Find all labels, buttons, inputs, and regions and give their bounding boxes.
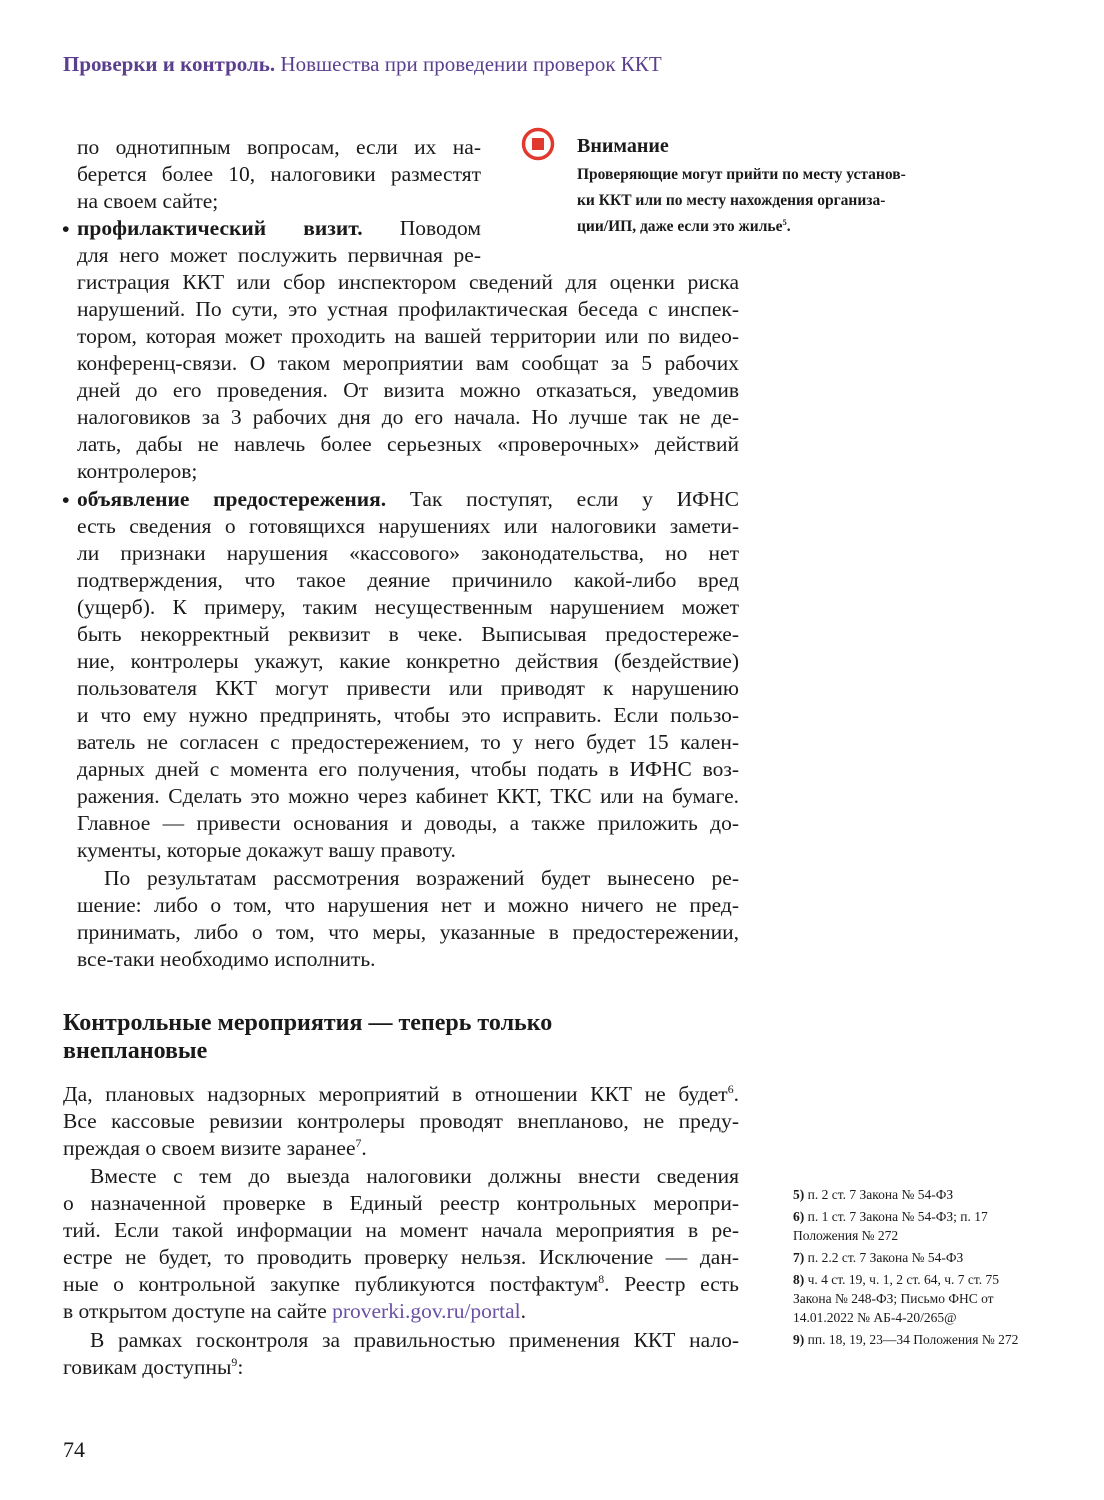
text-line: преждая о своем визите заранее$^7$. (63, 1135, 367, 1160)
footnote-ref: 8 (598, 1271, 605, 1286)
footnote-ref: 6 (727, 1081, 734, 1096)
text-line: на своем сайте; (77, 189, 219, 213)
callout-line: Проверяющие могут прийти по месту установ- (577, 166, 906, 183)
text-line: быть некорректный реквизит в чеке. Выписывая предостереже- (77, 622, 739, 646)
footnote: 5) п. 2 ст. 7 Закона № 54-ФЗ (793, 1187, 954, 1202)
text-line: налоговиков за 3 рабочих дня до его начала. Но лучше так не де- (77, 405, 739, 429)
footnote: 8) ч. 4 ст. 19, ч. 1, 2 ст. 64, ч. 7 ст. 75 Закона № 248-ФЗ; Письмо ФНС от 14.01.2022 № АБ-4-20/265@ (793, 1272, 999, 1325)
running-head (63, 52, 662, 77)
text-line: берется более 10, налоговики разместят (77, 162, 481, 186)
registry-link[interactable]: proverki.gov.ru/portal (332, 1299, 521, 1323)
text-line: В рамках госконтроля за правильностью применения ККТ нало- (90, 1328, 739, 1352)
text-line: говикам доступны$^9$: (63, 1354, 244, 1379)
list-item: профилактический визит. Поводом (77, 216, 481, 240)
text-line: принимать, либо о том, что меры, указанные в предостережении, (77, 920, 739, 944)
stop-warning-icon (521, 127, 555, 161)
section-heading: Контрольные мероприятия — теперь только (63, 1010, 553, 1036)
text-line: подтверждения, что такое деяние причинило какой-либо вред (77, 568, 739, 592)
text-line: в открытом доступе на сайте proverki.gov.ru/portal. (63, 1299, 526, 1323)
callout-line: ции/ИП, даже если это жилье$^5$. (577, 216, 791, 235)
text-line: тором, которая может проходить на вашей территории или по видео- (77, 324, 739, 348)
bullet-icon: • (62, 488, 70, 512)
callout-line: ки ККТ или по месту нахождения организа- (577, 192, 886, 209)
footnote: 6) п. 1 ст. 7 Закона № 54-ФЗ; п. 17 Положения № 272 (793, 1209, 988, 1243)
text-line: есть сведения о готовящихся нарушениях или налоговики замети- (77, 514, 739, 538)
text-line: конференц-связи. О таком мероприятии вам сообщат за 5 рабочих (77, 351, 739, 375)
text-line: ные о контрольной закупке публикуются постфактум$^8$. Реестр есть (63, 1271, 739, 1296)
text-line: нарушений. По сути, это устная профилактическая беседа с инспек- (77, 297, 739, 321)
text-line: дней до его проведения. От визита можно отказаться, уведомив (77, 378, 739, 402)
text-line: лать, дабы не навлечь более серьезных «проверочных» действий (77, 432, 739, 456)
text-line: все-таки необходимо исполнить. (77, 947, 376, 971)
page-number: 74 (63, 1437, 85, 1462)
text-line: о назначенной проверке в Единый реестр контрольных меропри- (63, 1191, 739, 1215)
text-line: гистрация ККТ или сбор инспектором сведений для оценки риска (77, 270, 739, 294)
footnotes (793, 1185, 1033, 1352)
text-line: По результатам рассмотрения возражений будет вынесено ре- (104, 866, 739, 890)
running-head-subtitle: Новшества при проведении проверок ККТ (275, 52, 662, 76)
bullet-icon: • (62, 217, 70, 241)
footnote: 7) п. 2.2 ст. 7 Закона № 54-ФЗ (793, 1250, 964, 1265)
text-line: и что ему нужно предпринять, чтобы это исправить. Если пользо- (77, 703, 739, 727)
text-line: ражения. Сделать это можно через кабинет ККТ, ТКС или на бумаге. (77, 784, 739, 808)
text-line: кументы, которые докажут вашу правоту. (77, 838, 456, 862)
footnote-ref: 5 (782, 216, 787, 227)
text-line: естре не будет, то проводить проверку нельзя. Исключение — дан- (63, 1245, 739, 1269)
text-line: Все кассовые ревизии контролеры проводят внепланово, не преду- (63, 1109, 739, 1133)
footnote-ref: 9 (231, 1354, 238, 1369)
callout-title: Внимание (577, 135, 669, 157)
text-line: Главное — привести основания и доводы, а также приложить до- (77, 811, 739, 835)
running-head-section: Проверки и контроль. (63, 52, 276, 76)
text-line: по однотипным вопросам, если их на- (77, 135, 481, 159)
text-line: Да, плановых надзорных мероприятий в отношении ККТ не будет$^6$. (63, 1081, 739, 1106)
text-line: ние, контролеры укажут, какие конкретно действия (бездействие) (77, 649, 739, 673)
text-line: дарных дней с момента его получения, чтобы подать в ИФНС воз- (77, 757, 739, 781)
text-line: ватель не согласен с предостережением, то у него будет 15 кален- (77, 730, 739, 754)
footnote-ref: 7 (355, 1135, 362, 1150)
footnote: 9) пп. 18, 19, 23—34 Положения № 272 (793, 1332, 1019, 1347)
text-line: пользователя ККТ могут привести или приводят к нарушению (77, 676, 739, 700)
text-line: ли признаки нарушения «кассового» законодательства, но нет (77, 541, 739, 565)
list-item: объявление предостережения. Так поступят, если у ИФНС (77, 487, 739, 511)
text-line: шение: либо о том, что нарушения нет и можно ничего не пред- (77, 893, 739, 917)
section-heading: внеплановые (63, 1038, 208, 1064)
text-line: для него может послужить первичная ре- (77, 243, 481, 267)
text-line: Вместе с тем до выезда налоговики должны внести сведения (90, 1164, 739, 1188)
text-line: контролеров; (77, 459, 198, 483)
text-line: тий. Если такой информации на момент начала мероприятия в ре- (63, 1218, 739, 1242)
text-line: (ущерб). К примеру, таким несущественным нарушением может (77, 595, 739, 619)
